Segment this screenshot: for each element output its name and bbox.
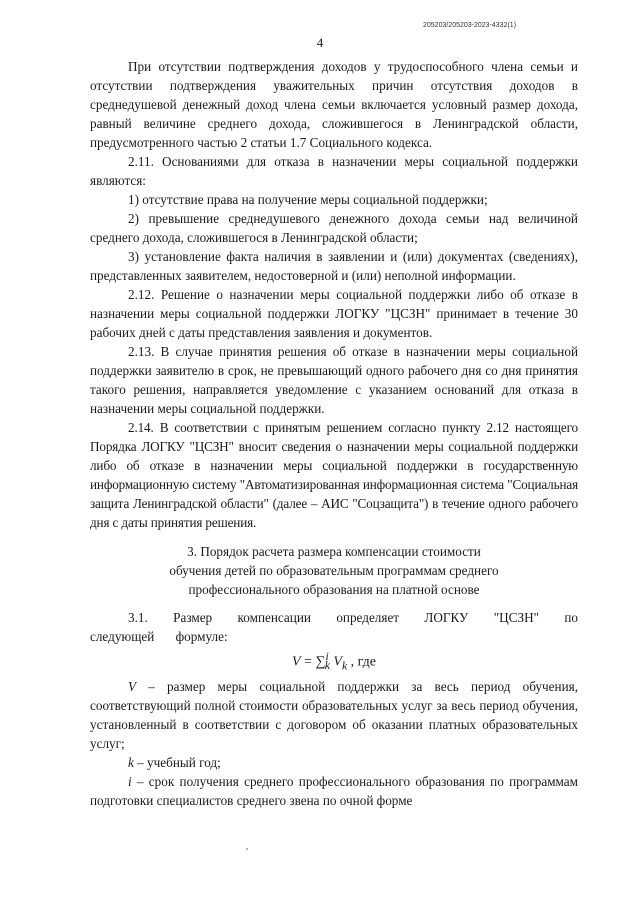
paragraph-3-1: 3.1. Размер компенсации определяет ЛОГКУ "ЦСЗН" по следующей формуле: [90, 610, 578, 644]
formula-sum-lower: k [324, 659, 330, 673]
formula-sum-upper: i [325, 650, 329, 663]
paragraph-income-absence: При отсутствии подтверждения доходов у трудоспособного члена семьи и отсутствии подтверждения уважительных причин отсутствия доходов в среднедушевой денежный доход члена семьи включается условный размер дохода, равный величине среднего дохода, сложившегося в Ленинградской области, предусмотренного частью 2 статьи 1.7 Социального кодекса. [90, 59, 578, 150]
list-item-2-11-2: 2) превышение среднедушевого денежного дохода семьи над величиной среднего дохода, сложившегося в Ленинградской области; [90, 211, 578, 245]
definition-i [90, 772, 578, 810]
formula-lhs: V [291, 654, 301, 670]
definition-k-symbol: k [128, 755, 134, 771]
definition-k-text: – учебный год; [133, 755, 221, 771]
formula-term: V [333, 654, 342, 670]
formula-sum-sign: ∑ [315, 654, 326, 670]
definition-i-symbol: i [128, 774, 132, 790]
definition-v [90, 677, 578, 753]
paragraph-2-13: 2.13. В случае принятия решения об отказе в назначении меры социальной поддержки заявителю в срок, не превышающий одного рабочего дня со дня принятия такого решения, направляется уведомление с указанием оснований для отказа в назначении меры социальной поддержки. [90, 344, 578, 416]
document-code: 205203/205203-2023-4332(1) [423, 22, 517, 29]
definition-k [90, 753, 578, 772]
formula-tail: , где [347, 654, 377, 670]
scan-speck [246, 848, 248, 850]
paragraph-2-14: 2.14. В соответствии с принятым решением согласно пункту 2.12 настоящего Порядка ЛОГКУ "ЦСЗН" вносит сведения о назначении меры социальной поддержки либо об отказе в назначении меры социальной поддержки в государственную информационную систему "Автоматизированная информационная система "Социальная защита Ленинградской области" (далее – АИС "Соцзащита") в течение одного рабочего дня с даты принятия решения. [90, 420, 578, 530]
formula-term-index: k [341, 659, 348, 673]
section-heading-line: 3. Порядок расчета размера компенсации стоимости [187, 544, 481, 559]
definition-v-symbol: V [128, 679, 137, 695]
definition-v-text: – размер меры социальной поддержки за весь период обучения, соответствующий полной стоимости образовательных услуг за весь период обучения, установленный в соответствии с договором об оказании платных образовательных услуг; [90, 679, 578, 752]
paragraph-2-12: 2.12. Решение о назначении меры социальной поддержки либо об отказе в назначении меры социальной поддержки ЛОГКУ "ЦСЗН" принимает в течение 30 рабочих дней с даты представления заявления и документов. [90, 287, 578, 340]
list-item-2-11-3: 3) установление факта наличия в заявлении и (или) документах (сведениях), представленных заявителем, недостоверной и (или) неполной информации. [90, 249, 578, 283]
document-body [90, 57, 578, 810]
paragraph-2-11: 2.11. Основаниями для отказа в назначении меры социальной поддержки являются: [90, 154, 578, 188]
page-number: 4 [316, 35, 324, 50]
compensation-formula [90, 647, 578, 676]
section-3-heading [90, 542, 578, 599]
list-item-2-11-1: 1) отсутствие права на получение меры социальной поддержки; [128, 192, 488, 207]
definition-i-text: – срок получения среднего профессионального образования по программам подготовки специалистов среднего звена по очной форме [90, 774, 578, 809]
section-heading-line: обучения детей по образовательным программам среднего [169, 563, 499, 578]
formula-equals: = [300, 654, 316, 670]
section-heading-line: профессионального образования на платной основе [188, 582, 480, 597]
